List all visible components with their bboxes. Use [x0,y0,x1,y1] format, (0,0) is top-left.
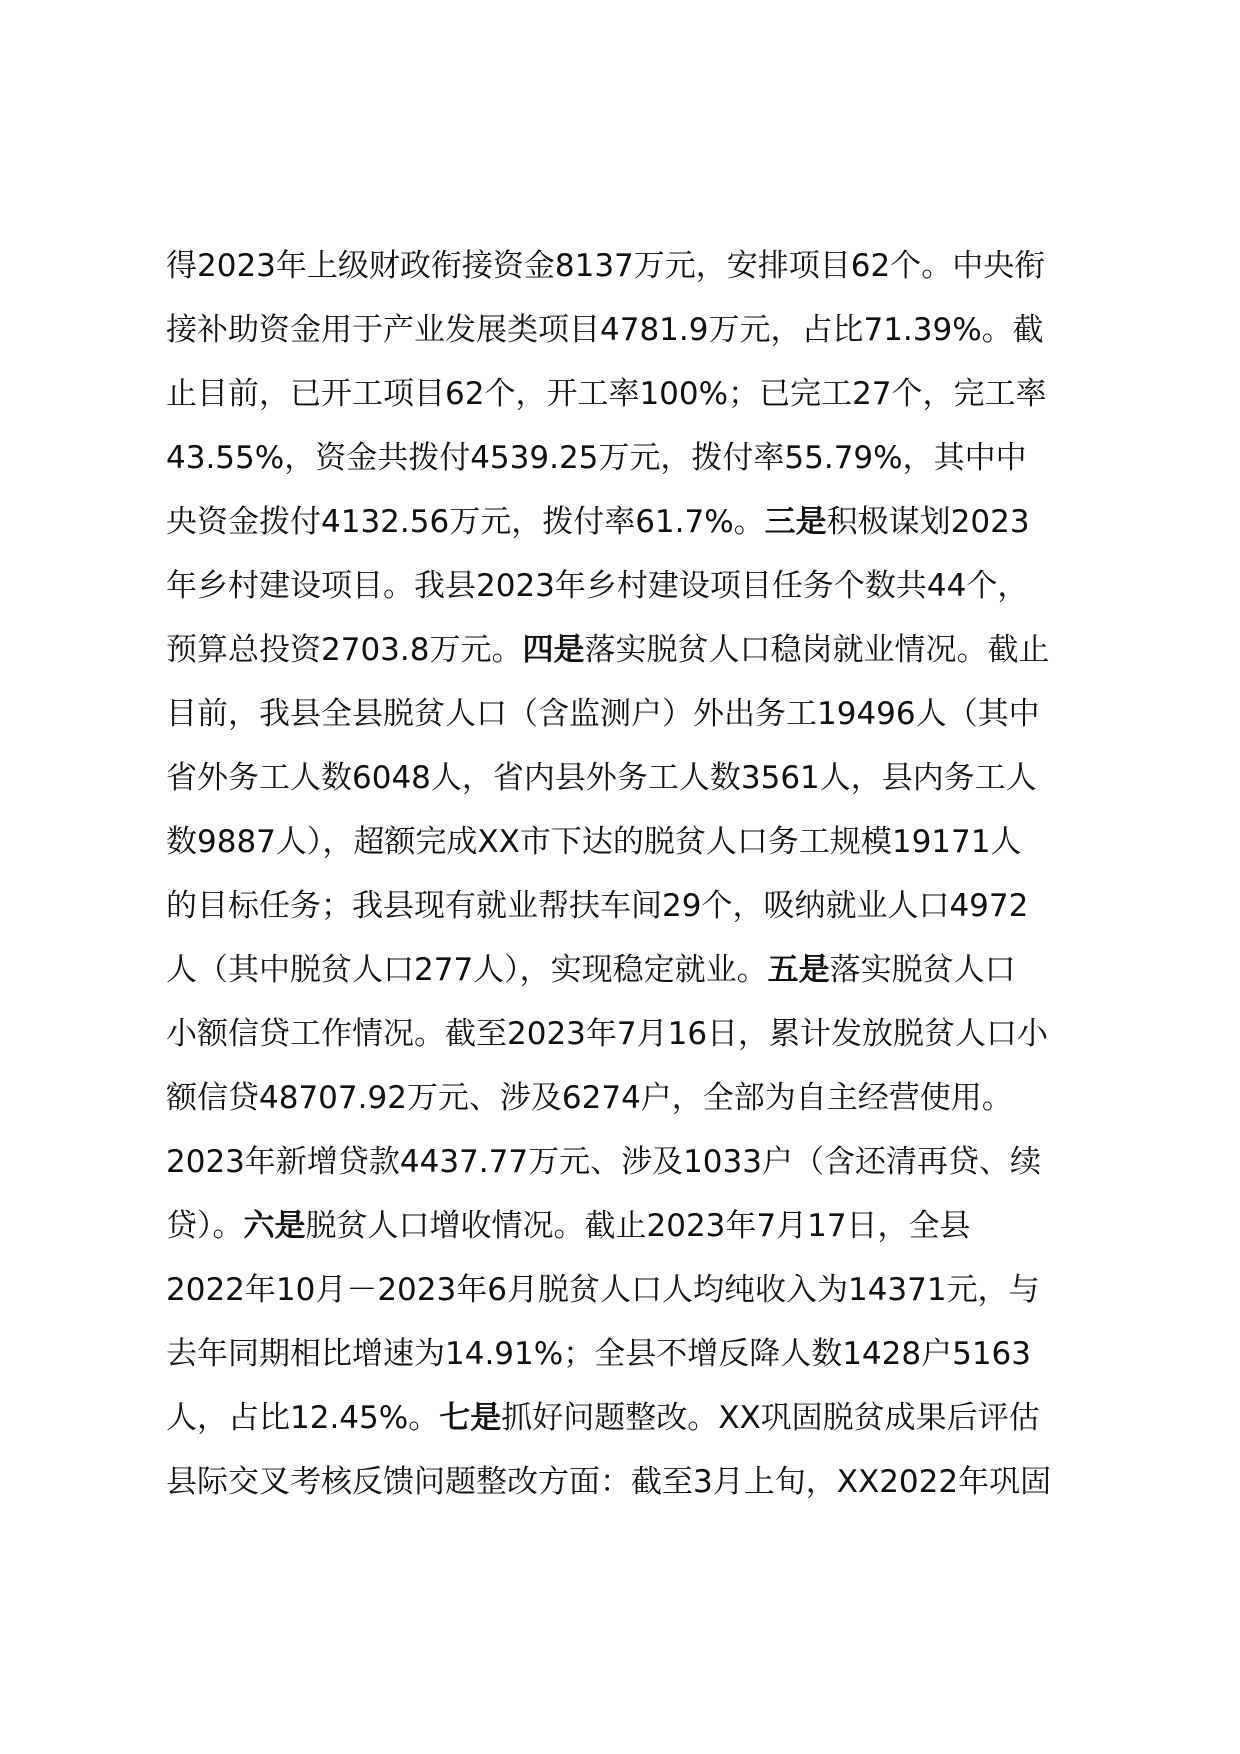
text-line [166,490,1126,554]
text-line [166,362,1126,426]
text-run: 县际交叉考核反馈问题整改方面：截至3月上旬，XX2022年巩固 [166,1464,1052,1500]
text-run: 抓好问题整改。XX巩固脱贫成果后评估 [501,1400,1040,1436]
text-run: 43.55%，资金共拨付4539.25万元，拨付率55.79%，其中中 [166,440,1027,476]
text-line [166,1194,1126,1258]
text-run: 人，占比12.45%。 [166,1400,440,1436]
text-line [166,1450,1126,1514]
text-run: 的目标任务；我县现有就业帮扶车间29个，吸纳就业人口4972 [166,888,1029,924]
bold-heading-run: 五是 [767,952,830,988]
text-run: 央资金拨付4132.56万元，拨付率61.7%。 [166,504,765,540]
text-run: 脱贫人口增收情况。截止2023年7月17日，全县 [305,1208,971,1244]
text-line [166,1002,1126,1066]
text-run: 小额信贷工作情况。截至2023年7月16日，累计发放脱贫人口小 [166,1016,1049,1052]
text-run: 贷）。 [166,1208,244,1244]
body-text [166,234,1126,1514]
text-line [166,682,1126,746]
text-line [166,554,1126,618]
text-line [166,1258,1126,1322]
text-run: 数9887人），超额完成XX市下达的脱贫人口务工规模19171人 [166,824,1022,860]
text-line [166,1322,1126,1386]
text-run: 额信贷48707.92万元、涉及6274户，全部为自主经营使用。 [166,1080,1013,1116]
text-run: 积极谋划2023 [826,504,1030,540]
text-line [166,298,1126,362]
text-run: 得2023年上级财政衔接资金8137万元，安排项目62个。中央衔 [166,248,1046,284]
bold-heading-run: 六是 [243,1208,306,1244]
text-run: 去年同期相比增速为14.91%；全县不增反降人数1428户5163 [166,1336,1031,1372]
text-line [166,746,1126,810]
text-line [166,1386,1126,1450]
text-line [166,1066,1126,1130]
text-run: 预算总投资2703.8万元。 [166,632,523,668]
text-line [166,938,1126,1002]
text-run: 年乡村建设项目。我县2023年乡村建设项目任务个数共44个， [166,568,1029,604]
text-line [166,810,1126,874]
bold-heading-run: 三是 [764,504,827,540]
text-run: 2023年新增贷款4437.77万元、涉及1033户（含还清再贷、续 [166,1144,1041,1180]
text-run: 省外务工人数6048人，省内县外务工人数3561人，县内务工人 [166,760,1037,796]
text-run: 目前，我县全县脱贫人口（含监测户）外出务工19496人（其中 [166,696,1040,732]
text-run: 2022年10月－2023年6月脱贫人口人均纯收入为14371元，与 [166,1272,1040,1308]
text-line [166,1130,1126,1194]
text-line [166,618,1126,682]
bold-heading-run: 四是 [522,632,585,668]
text-run: 止目前，已开工项目62个，开工率100%；已完工27个，完工率 [166,376,1047,412]
text-run: 落实脱贫人口 [829,952,1016,988]
text-line [166,426,1126,490]
text-run: 人（其中脱贫人口277人），实现稳定就业。 [166,952,768,988]
text-line [166,874,1126,938]
bold-heading-run: 七是 [439,1400,502,1436]
text-run: 落实脱贫人口稳岗就业情况。截止 [584,632,1050,668]
text-run: 接补助资金用于产业发展类项目4781.9万元，占比71.39%。截 [166,312,1044,348]
text-line [166,234,1126,298]
